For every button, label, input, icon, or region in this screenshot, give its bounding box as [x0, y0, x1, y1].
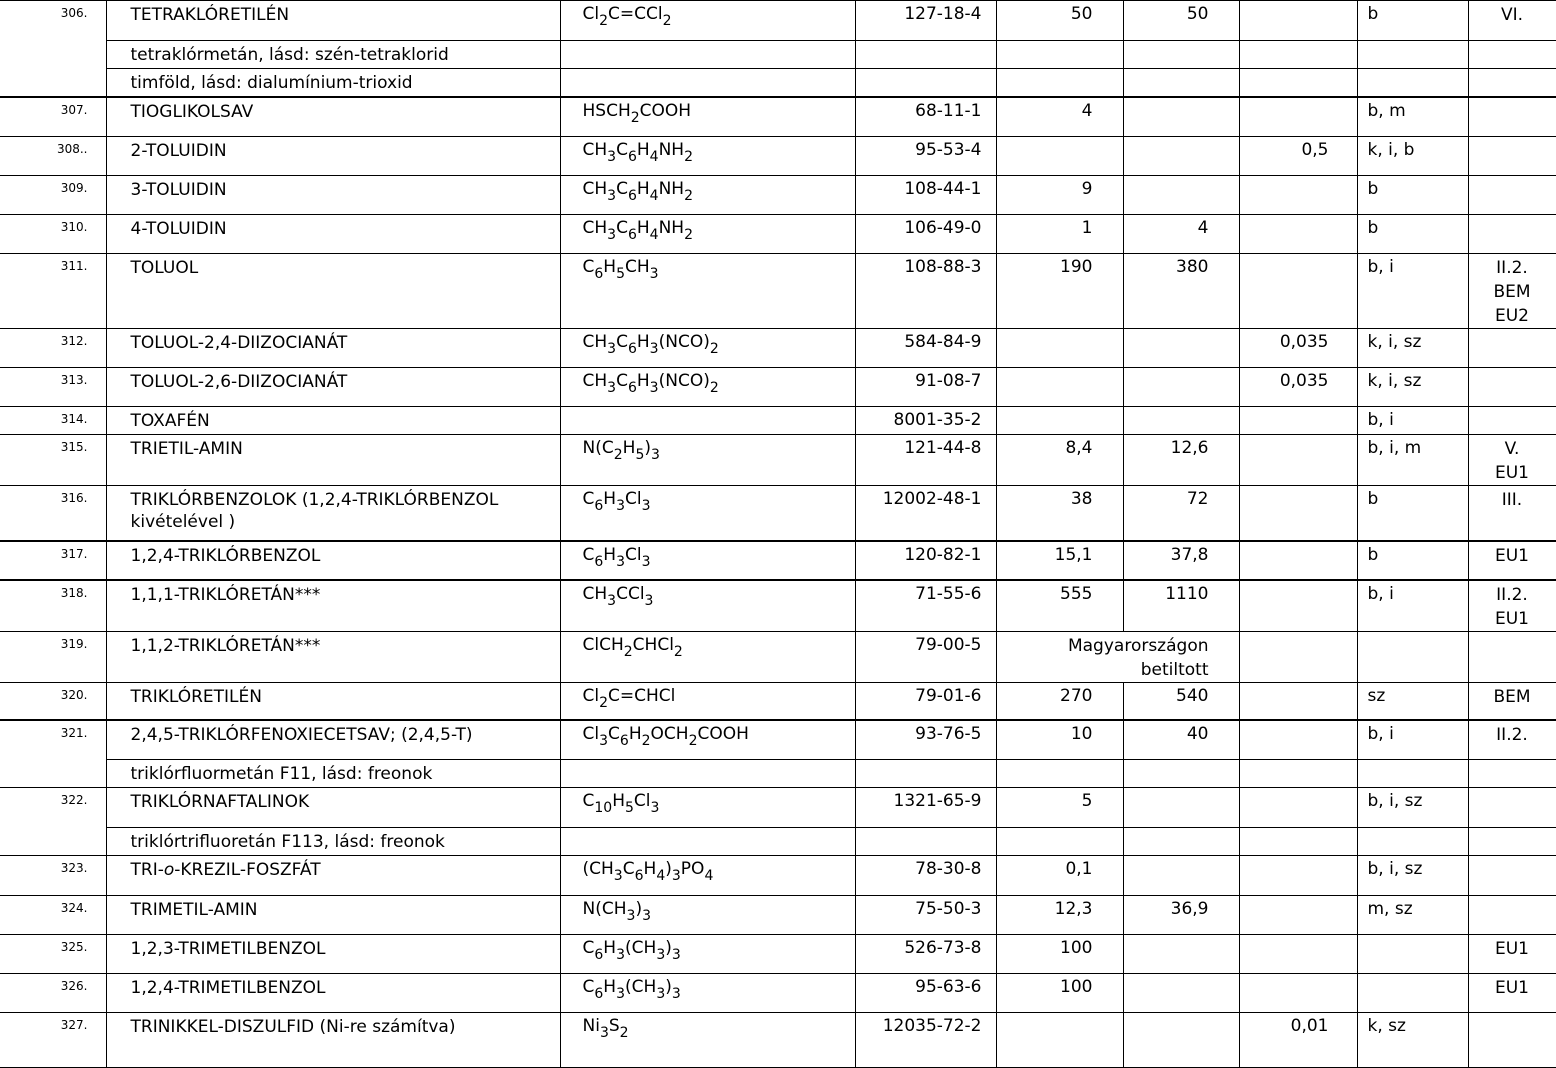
- designation: b: [1357, 215, 1468, 254]
- ak-value: 10: [996, 720, 1123, 759]
- chemical-formula: $C_6H_3Cl_3$: [560, 541, 855, 580]
- table-row: [0, 435, 1556, 486]
- row-number: 308..: [0, 137, 106, 176]
- reference: [1468, 895, 1556, 934]
- empty-cell: [855, 41, 996, 69]
- table-row: [0, 787, 1556, 827]
- chemical-formula: $C_{10}H_5Cl_3$: [560, 787, 855, 827]
- mk-value: [1239, 541, 1357, 580]
- empty-cell: [1239, 827, 1357, 855]
- designation: [1357, 973, 1468, 1012]
- mk-value: [1239, 934, 1357, 973]
- reference: EU1: [1468, 934, 1556, 973]
- ak-value: 15,1: [996, 541, 1123, 580]
- reference: EU1: [1468, 541, 1556, 580]
- table-row: [0, 541, 1556, 580]
- table-row: [0, 580, 1556, 632]
- ak-value: 50: [996, 1, 1123, 41]
- chemical-formula: $Ni_3S_2$: [560, 1012, 855, 1067]
- ak-value: [996, 407, 1123, 435]
- cas-number: 68-11-1: [855, 97, 996, 137]
- designation: b: [1357, 486, 1468, 541]
- cas-number: 526-73-8: [855, 934, 996, 973]
- substance-name: 1,1,2-TRIKLÓRETÁN***: [106, 631, 560, 682]
- cas-number: 95-63-6: [855, 973, 996, 1012]
- sub-row: [0, 827, 1556, 855]
- reference: [1468, 329, 1556, 368]
- row-number: 309.: [0, 176, 106, 215]
- ak-value: 555: [996, 580, 1123, 632]
- chemical-formula: $C_6H_3(CH_3)_3$: [560, 973, 855, 1012]
- ak-value: 100: [996, 934, 1123, 973]
- substance-name: TRIKLÓRBENZOLOK (1,2,4-TRIKLÓRBENZOL kivételével ): [106, 486, 560, 541]
- table-row: [0, 895, 1556, 934]
- mk-value: 0,5: [1239, 137, 1357, 176]
- row-number: 324.: [0, 895, 106, 934]
- substance-name: 3-TOLUIDIN: [106, 176, 560, 215]
- reference: V. EU1: [1468, 435, 1556, 486]
- empty-cell: [1123, 69, 1239, 97]
- empty-cell: [996, 69, 1123, 97]
- chemical-formula: $C_6H_3Cl_3$: [560, 486, 855, 541]
- reference: [1468, 855, 1556, 895]
- chemical-formula: $Cl_2C=CHCl$: [560, 682, 855, 720]
- ck-value: [1123, 855, 1239, 895]
- substance-name: 4-TOLUIDIN: [106, 215, 560, 254]
- row-number: 307.: [0, 97, 106, 137]
- empty-cell: [1239, 759, 1357, 787]
- designation: k, i, b: [1357, 137, 1468, 176]
- reference: [1468, 631, 1556, 682]
- substance-name: TRI-o-KREZIL-FOSZFÁT: [106, 855, 560, 895]
- chemical-formula: $CH_3C_6H_3(NCO)_2$: [560, 329, 855, 368]
- cas-number: 79-01-6: [855, 682, 996, 720]
- reference: [1468, 787, 1556, 827]
- substance-name: triklórfluormetán F11, lásd: freonok: [106, 759, 560, 787]
- designation: [1357, 934, 1468, 973]
- ak-value: 270: [996, 682, 1123, 720]
- substance-name: 2-TOLUIDIN: [106, 137, 560, 176]
- ck-value: [1123, 407, 1239, 435]
- table-row: [0, 254, 1556, 329]
- mk-value: [1239, 973, 1357, 1012]
- table-row: [0, 631, 1556, 682]
- ak-value: 8,4: [996, 435, 1123, 486]
- row-number: 306.: [0, 1, 106, 97]
- table-row: [0, 407, 1556, 435]
- ck-value: 40: [1123, 720, 1239, 759]
- cas-number: 108-88-3: [855, 254, 996, 329]
- substance-name: TETRAKLÓRETILÉN: [106, 1, 560, 41]
- table-row: [0, 720, 1556, 759]
- ak-value: 0,1: [996, 855, 1123, 895]
- reference: EU1: [1468, 973, 1556, 1012]
- reference: BEM: [1468, 682, 1556, 720]
- empty-cell: [1357, 69, 1468, 97]
- mk-value: [1239, 97, 1357, 137]
- row-number: 323.: [0, 855, 106, 895]
- sub-row: [0, 69, 1556, 97]
- designation: sz: [1357, 682, 1468, 720]
- ck-value: 540: [1123, 682, 1239, 720]
- mk-value: 0,035: [1239, 329, 1357, 368]
- reference: [1468, 137, 1556, 176]
- reference: [1468, 1012, 1556, 1067]
- mk-value: 0,035: [1239, 368, 1357, 407]
- ak-value: 1: [996, 215, 1123, 254]
- substance-name: TOLUOL: [106, 254, 560, 329]
- cas-number: 95-53-4: [855, 137, 996, 176]
- designation: k, sz: [1357, 1012, 1468, 1067]
- ak-value: [996, 1012, 1123, 1067]
- table-row: [0, 973, 1556, 1012]
- table-row: [0, 855, 1556, 895]
- table-row: [0, 176, 1556, 215]
- substance-name: TOLUOL-2,6-DIIZOCIANÁT: [106, 368, 560, 407]
- substance-name: TRIKLÓRNAFTALINOK: [106, 787, 560, 827]
- empty-cell: [1468, 759, 1556, 787]
- ck-value: 380: [1123, 254, 1239, 329]
- cas-number: 106-49-0: [855, 215, 996, 254]
- mk-value: [1239, 176, 1357, 215]
- chemical-formula: $CH_3C_6H_4NH_2$: [560, 176, 855, 215]
- empty-cell: [1239, 41, 1357, 69]
- chemical-formula: $CH_3CCl_3$: [560, 580, 855, 632]
- table-row: [0, 486, 1556, 541]
- reference: [1468, 176, 1556, 215]
- chemical-formula: $CH_3C_6H_3(NCO)_2$: [560, 368, 855, 407]
- cas-number: 75-50-3: [855, 895, 996, 934]
- ck-value: [1123, 137, 1239, 176]
- cas-number: 120-82-1: [855, 541, 996, 580]
- mk-value: [1239, 631, 1357, 682]
- empty-cell: [855, 69, 996, 97]
- table-row: [0, 934, 1556, 973]
- ck-value: [1123, 176, 1239, 215]
- ck-value: [1123, 934, 1239, 973]
- table-row: [0, 137, 1556, 176]
- row-number: 326.: [0, 973, 106, 1012]
- designation: b: [1357, 176, 1468, 215]
- substance-name: TOLUOL-2,4-DIIZOCIANÁT: [106, 329, 560, 368]
- row-number: 310.: [0, 215, 106, 254]
- cas-number: 79-00-5: [855, 631, 996, 682]
- ck-value: 4: [1123, 215, 1239, 254]
- designation: k, i, sz: [1357, 329, 1468, 368]
- empty-cell: [1123, 41, 1239, 69]
- empty-cell: [560, 41, 855, 69]
- row-number: 318.: [0, 580, 106, 632]
- empty-cell: [1468, 827, 1556, 855]
- row-number: 327.: [0, 1012, 106, 1067]
- cas-number: 91-08-7: [855, 368, 996, 407]
- mk-value: [1239, 720, 1357, 759]
- ck-value: [1123, 973, 1239, 1012]
- reference: II.2. BEM EU2: [1468, 254, 1556, 329]
- ak-value: 4: [996, 97, 1123, 137]
- chemical-formula: [560, 407, 855, 435]
- row-number: 317.: [0, 541, 106, 580]
- empty-cell: [996, 827, 1123, 855]
- empty-cell: [560, 759, 855, 787]
- designation: b, m: [1357, 97, 1468, 137]
- empty-cell: [1239, 69, 1357, 97]
- substance-name: 1,2,3-TRIMETILBENZOL: [106, 934, 560, 973]
- substance-name: 1,2,4-TRIKLÓRBENZOL: [106, 541, 560, 580]
- ak-value: 190: [996, 254, 1123, 329]
- empty-cell: [855, 759, 996, 787]
- chemical-formula: ClCH$_2$CHCl$_2$: [560, 631, 855, 682]
- ak-value: 100: [996, 973, 1123, 1012]
- mk-value: [1239, 254, 1357, 329]
- cas-number: 12035-72-2: [855, 1012, 996, 1067]
- row-number: 322.: [0, 787, 106, 855]
- table-row: [0, 329, 1556, 368]
- substance-name: 1,2,4-TRIMETILBENZOL: [106, 973, 560, 1012]
- ak-value: 12,3: [996, 895, 1123, 934]
- row-number: 312.: [0, 329, 106, 368]
- empty-cell: [1123, 759, 1239, 787]
- mk-value: [1239, 895, 1357, 934]
- table-row: [0, 97, 1556, 137]
- chemical-formula: $Cl_3C_6H_2OCH_2COOH$: [560, 720, 855, 759]
- designation: m, sz: [1357, 895, 1468, 934]
- row-number: 325.: [0, 934, 106, 973]
- row-number: 316.: [0, 486, 106, 541]
- mk-value: [1239, 1, 1357, 41]
- substance-name: tetraklórmetán, lásd: szén-tetraklorid: [106, 41, 560, 69]
- empty-cell: [996, 759, 1123, 787]
- cas-number: 1321-65-9: [855, 787, 996, 827]
- cas-number: 71-55-6: [855, 580, 996, 632]
- table-row: [0, 1012, 1556, 1067]
- mk-value: [1239, 787, 1357, 827]
- chemical-formula: $N(CH_3)_3$: [560, 895, 855, 934]
- reference: VI.: [1468, 1, 1556, 41]
- row-number: 315.: [0, 435, 106, 486]
- reference: [1468, 97, 1556, 137]
- ck-value: 37,8: [1123, 541, 1239, 580]
- table-row: [0, 368, 1556, 407]
- ak-value: 5: [996, 787, 1123, 827]
- ak-value: [996, 368, 1123, 407]
- substance-name: TRIETIL-AMIN: [106, 435, 560, 486]
- reference: [1468, 407, 1556, 435]
- empty-cell: [1357, 41, 1468, 69]
- substance-name: TIOGLIKOLSAV: [106, 97, 560, 137]
- empty-cell: [1123, 827, 1239, 855]
- mk-value: [1239, 855, 1357, 895]
- ck-value: 1110: [1123, 580, 1239, 632]
- substance-name: timföld, lásd: dialumínium-trioxid: [106, 69, 560, 97]
- designation: b, i, sz: [1357, 787, 1468, 827]
- reference: [1468, 368, 1556, 407]
- empty-cell: [560, 827, 855, 855]
- reference: II.2.: [1468, 720, 1556, 759]
- ck-value: 50: [1123, 1, 1239, 41]
- cas-number: 78-30-8: [855, 855, 996, 895]
- sub-row: [0, 759, 1556, 787]
- ck-value: 12,6: [1123, 435, 1239, 486]
- reference: [1468, 215, 1556, 254]
- empty-cell: [996, 41, 1123, 69]
- merged-limit-note: Magyarországon betiltott: [996, 631, 1239, 682]
- cas-number: 93-76-5: [855, 720, 996, 759]
- empty-cell: [1468, 69, 1556, 97]
- mk-value: [1239, 486, 1357, 541]
- ak-value: [996, 329, 1123, 368]
- chemical-formula: $N(C_2H_5)_3$: [560, 435, 855, 486]
- designation: [1357, 631, 1468, 682]
- ck-value: 36,9: [1123, 895, 1239, 934]
- chemical-formula: $C_6H_3(CH_3)_3$: [560, 934, 855, 973]
- cas-number: 121-44-8: [855, 435, 996, 486]
- mk-value: [1239, 407, 1357, 435]
- reference: II.2. EU1: [1468, 580, 1556, 632]
- chemical-formula: $(CH_3C_6H_4)_3PO_4$: [560, 855, 855, 895]
- cas-number: 8001-35-2: [855, 407, 996, 435]
- ck-value: [1123, 787, 1239, 827]
- empty-cell: [1357, 827, 1468, 855]
- row-number: 311.: [0, 254, 106, 329]
- ak-value: 9: [996, 176, 1123, 215]
- mk-value: [1239, 580, 1357, 632]
- designation: b: [1357, 1, 1468, 41]
- table-row: [0, 1, 1556, 41]
- cas-number: 584-84-9: [855, 329, 996, 368]
- row-number: 320.: [0, 682, 106, 720]
- designation: b: [1357, 541, 1468, 580]
- chemical-formula: $CH_3C_6H_4NH_2$: [560, 137, 855, 176]
- empty-cell: [855, 827, 996, 855]
- empty-cell: [560, 69, 855, 97]
- designation: b, i: [1357, 580, 1468, 632]
- substance-name: TRINIKKEL-DISZULFID (Ni-re számítva): [106, 1012, 560, 1067]
- cas-number: 12002-48-1: [855, 486, 996, 541]
- chemical-formula: $Cl_2C=CCl_2$: [560, 1, 855, 41]
- empty-cell: [1357, 759, 1468, 787]
- ck-value: [1123, 368, 1239, 407]
- substance-name: TRIKLÓRETILÉN: [106, 682, 560, 720]
- substance-name: triklórtrifluoretán F113, lásd: freonok: [106, 827, 560, 855]
- substance-name: TRIMETIL-AMIN: [106, 895, 560, 934]
- mk-value: 0,01: [1239, 1012, 1357, 1067]
- mk-value: [1239, 435, 1357, 486]
- row-number: 319.: [0, 631, 106, 682]
- designation: b, i, m: [1357, 435, 1468, 486]
- ck-value: [1123, 1012, 1239, 1067]
- empty-cell: [1468, 41, 1556, 69]
- designation: b, i: [1357, 720, 1468, 759]
- ak-value: [996, 137, 1123, 176]
- mk-value: [1239, 682, 1357, 720]
- chemical-formula: $CH_3C_6H_4NH_2$: [560, 215, 855, 254]
- row-number: 314.: [0, 407, 106, 435]
- cas-number: 127-18-4: [855, 1, 996, 41]
- designation: b, i: [1357, 254, 1468, 329]
- row-number: 313.: [0, 368, 106, 407]
- mk-value: [1239, 215, 1357, 254]
- designation: k, i, sz: [1357, 368, 1468, 407]
- cas-number: 108-44-1: [855, 176, 996, 215]
- ck-value: 72: [1123, 486, 1239, 541]
- ck-value: [1123, 329, 1239, 368]
- table-row: [0, 215, 1556, 254]
- ck-value: [1123, 97, 1239, 137]
- sub-row: [0, 41, 1556, 69]
- substance-name: 2,4,5-TRIKLÓRFENOXIECETSAV; (2,4,5-T): [106, 720, 560, 759]
- table-row: [0, 682, 1556, 720]
- substance-name: 1,1,1-TRIKLÓRETÁN***: [106, 580, 560, 632]
- designation: b, i: [1357, 407, 1468, 435]
- reference: III.: [1468, 486, 1556, 541]
- substance-name: TOXAFÉN: [106, 407, 560, 435]
- chemical-formula: $HSCH_2COOH$: [560, 97, 855, 137]
- chemical-formula: $C_6H_5CH_3$: [560, 254, 855, 329]
- row-number: 321.: [0, 720, 106, 787]
- ak-value: 38: [996, 486, 1123, 541]
- designation: b, i, sz: [1357, 855, 1468, 895]
